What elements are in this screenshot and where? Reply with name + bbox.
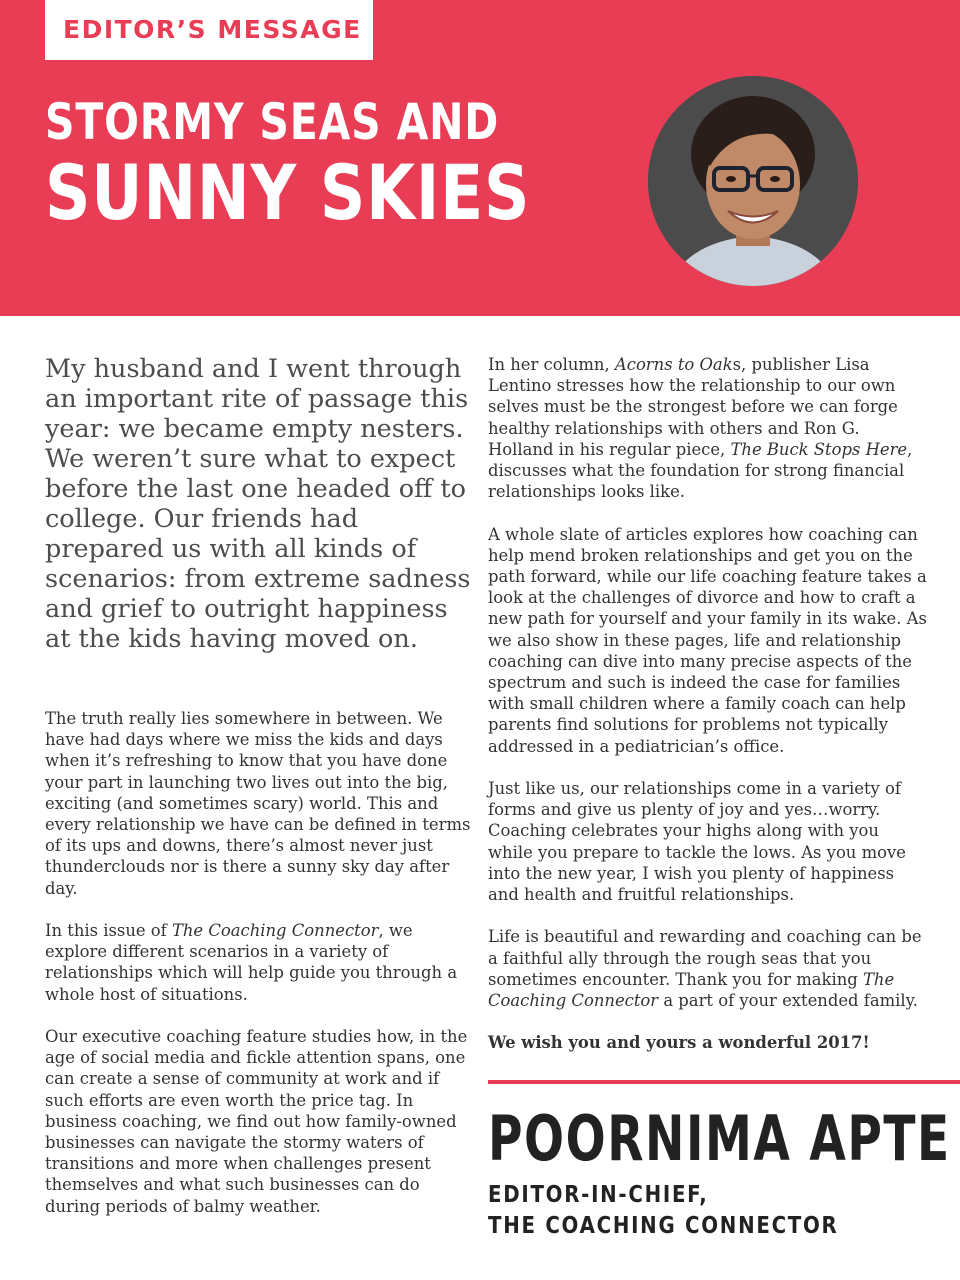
left-paragraph-2: In this issue of The Coaching Connector, we explore different scenarios in a variety of relationships which will help guide you through a whole host of situations. <box>45 921 458 1004</box>
editor-portrait-photo <box>648 76 858 286</box>
intro-paragraph: My husband and I went through an important rite of passage this year: we became empty nesters. We weren’t sure what to expect before the last one headed off to college. Our friends had prepared us with all kinds of scenarios: from extreme sadness and grief to outright happiness at the kids having moved on. <box>45 354 471 654</box>
editor-name: POORNIMA APTE <box>488 1102 951 1175</box>
editor-role-line-2: THE COACHING CONNECTOR <box>488 1213 839 1239</box>
section-tag: EDITOR’S MESSAGE <box>45 0 373 60</box>
left-column <box>45 354 475 1238</box>
editor-role-line-1: EDITOR-IN-CHIEF, <box>488 1182 709 1208</box>
right-column <box>488 354 928 1075</box>
signature-divider <box>488 1080 960 1084</box>
left-body <box>45 708 475 1217</box>
editor-role <box>488 1180 839 1242</box>
header-banner <box>0 0 960 316</box>
headline-line-2: SUNNY SKIES <box>45 148 531 237</box>
right-paragraph-3: Just like us, our relationships come in a variety of forms and give us plenty of joy and yes…worry. Coaching celebrates your highs along with you while you prepare to tackle the lows. As you move into the new year, I wish you plenty of happiness and health and fruitful relationships. <box>488 779 906 905</box>
left-paragraph-3: Our executive coaching feature studies how, in the age of social media and fickle attention spans, one can create a sense of community at work and if such efforts are even worth the price tag. In business coaching, we find out how family-owned businesses can navigate the stormy waters of transitions and more when challenges present themselves and what such businesses can do during periods of balmy weather. <box>45 1027 468 1216</box>
right-paragraph-1: In her column, Acorns to Oaks, publisher Lisa Lentino stresses how the relationship to our own selves must be the strongest before we can forge healthy relationships with others and Ron G. Holland in his regular piece, The Buck Stops Here, discusses what the foundation for strong financial relationships looks like. <box>488 355 913 502</box>
left-paragraph-1: The truth really lies somewhere in between. We have had days where we miss the kids and days when it’s refreshing to know that you have done your part in launching two lives out into the big, exciting (and sometimes scary) world. This and every relationship we have can be defined in terms of its ups and downs, there’s almost never just thunderclouds nor is there a sunny sky day after day. <box>45 709 471 898</box>
right-paragraph-2: A whole slate of articles explores how coaching can help mend broken relationships and get you on the path forward, while our life coaching feature takes a look at the challenges of divorce and how to craft a new path for yourself and your family in its wake. As we also show in these pages, life and relationship coaching can dive into many precise aspects of the spectrum and such is indeed the case for families with small children where a family coach can help parents find solutions for problems not typically addressed in a pediatrician’s office. <box>488 524 927 756</box>
right-paragraph-4: Life is beautiful and rewarding and coaching can be a faithful ally through the rough seas that you sometimes encounter. Thank you for making The Coaching Connector a part of your extended family. <box>488 927 922 1011</box>
headline-line-1: STORMY SEAS AND <box>45 93 500 151</box>
closing-line: We wish you and yours a wonderful 2017! <box>488 1033 870 1053</box>
editor-portrait <box>648 76 858 286</box>
